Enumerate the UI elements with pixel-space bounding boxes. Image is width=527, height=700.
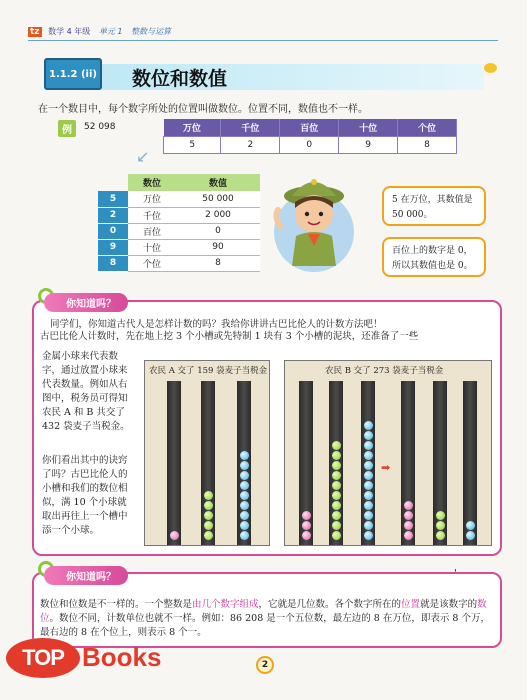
table-row: [98, 239, 260, 255]
ball: [404, 511, 413, 520]
value-cell: 0: [176, 223, 260, 239]
ball: [332, 481, 341, 490]
abacus-panel-a: [144, 360, 270, 546]
watermark-top: TOP: [6, 638, 80, 678]
digit-cell: 9: [339, 136, 398, 153]
right-arrow-icon: ➡: [381, 461, 391, 474]
ball: [332, 441, 341, 450]
ball: [332, 511, 341, 520]
digit-cell: 0: [280, 136, 339, 153]
digit-cell: 8: [98, 255, 128, 271]
value-cell: 90: [176, 239, 260, 255]
ball: [466, 531, 475, 540]
did-you-know-tag: 你知道吗？: [44, 293, 128, 312]
digit-cell: 2: [221, 136, 280, 153]
ball: [466, 521, 475, 530]
curved-arrow-icon: ↙: [136, 147, 150, 166]
table-row: [98, 207, 260, 223]
ball-tens: [204, 501, 213, 510]
highlight: 数位: [40, 599, 487, 624]
ball: [302, 521, 311, 530]
col-header: 数位: [128, 174, 176, 191]
col-header: 个位: [398, 119, 457, 136]
ball: [364, 511, 373, 520]
ball: [332, 491, 341, 500]
know-paragraph-1: 同学们，你知道古代人是怎样计数的吗？我给你讲讲古巴比伦人的计数方法吧！: [50, 319, 383, 330]
grade-label: 数学 4 年级: [48, 27, 91, 36]
ball-ones: [240, 471, 249, 480]
page-header: [28, 26, 498, 44]
ball: [364, 521, 373, 530]
speech-bubble: 百位上的数字是 0，所以其数值也是 0。: [382, 237, 486, 277]
ball-ones: [240, 531, 249, 540]
text: 就是该数字的: [420, 599, 478, 610]
section-code: 1.1.2 (ii): [44, 58, 102, 90]
digit-cell: 5: [98, 191, 128, 207]
ball-tens: [204, 521, 213, 530]
slot-group: [145, 381, 269, 545]
speech-bubble: 5 在万位，其数值是 50 000。: [382, 186, 486, 226]
value-cell: 50 000: [176, 191, 260, 207]
digit-cell: 9: [98, 239, 128, 255]
header-divider: [28, 40, 498, 41]
ball-ones: [240, 521, 249, 530]
table-row: [98, 191, 260, 207]
ball: [436, 531, 445, 540]
digit-cell: 2: [98, 207, 128, 223]
unit-label: 单元 1: [98, 27, 123, 36]
digit-cell: 8: [398, 136, 457, 153]
ball: [436, 511, 445, 520]
text: 。数位不同，计数单位也就不一样。例如：86 208 是一个五位数，最左边的 8 在万位，即表示 8 个万，最右边的 8 在个位上，则表示 8 个一。: [40, 613, 490, 638]
ball: [332, 471, 341, 480]
col-header: 百位: [280, 119, 339, 136]
watermark-books: Books: [82, 642, 162, 672]
blank-header: [98, 174, 128, 191]
slot-group: [285, 381, 491, 545]
highlight: 位置: [401, 599, 421, 610]
page-number: 2: [256, 656, 274, 674]
ball-ones: [240, 491, 249, 500]
ball: [364, 481, 373, 490]
digit-value-table: [98, 174, 260, 272]
decor-dot: [484, 63, 497, 73]
ball-tens: [204, 491, 213, 500]
intro-text: 在一个数目中，每个数字所处的位置叫做数位。位置不同，数值也不一样。: [38, 104, 368, 115]
place-cell: 万位: [128, 191, 176, 207]
example-badge: 例: [58, 120, 76, 137]
topic-label: 整数与运算: [131, 27, 172, 36]
ball: [364, 421, 373, 430]
know-left-text-1: 金属小球来代表数字，通过放置小球来代表数量。例如从右图中，税务员可得知农民 A 和 B 共交了 432 袋麦子当税金。: [42, 351, 130, 432]
ball-ones: [240, 461, 249, 470]
girl-scout-illustration: [268, 166, 354, 278]
value-cell: 8: [176, 255, 260, 271]
example-number: 52 098: [84, 122, 116, 132]
ball: [404, 521, 413, 530]
ball: [364, 471, 373, 480]
panel-a-caption: 农民 A 交了 159 袋麦子当税金: [149, 366, 268, 376]
place-cell: 百位: [128, 223, 176, 239]
ball-ones: [240, 501, 249, 510]
ball: [332, 521, 341, 530]
place-cell: 十位: [128, 239, 176, 255]
ball-hundreds: [170, 531, 179, 540]
col-header: 十位: [339, 119, 398, 136]
page-title: 数位和数值: [132, 68, 228, 90]
col-header: 万位: [164, 119, 221, 136]
panel-b-caption: 农民 B 交了 273 袋麦子当税金: [325, 366, 444, 376]
col-header: 千位: [221, 119, 280, 136]
ball: [302, 531, 311, 540]
know-paragraph-2: 古巴比伦人计数时，先在地上挖 3 个小槽或先特制 1 块有 3 个小槽的泥块，还准备了一些: [40, 331, 419, 342]
place-cell: 千位: [128, 207, 176, 223]
col-header: 数值: [176, 174, 260, 191]
know2-paragraph: [40, 598, 496, 640]
value-cell: 2 000: [176, 207, 260, 223]
ball: [364, 461, 373, 470]
ball: [404, 531, 413, 540]
ball: [404, 501, 413, 510]
abacus-panel-b: [284, 360, 492, 546]
did-you-know-tag: 你知道吗？: [44, 566, 128, 585]
ball-tens: [204, 531, 213, 540]
topbooks-watermark: [6, 638, 196, 684]
text: 数位和位数是不一样的。一个整数是: [40, 599, 193, 610]
text: ，它就是几位数。各个数字所在的: [258, 599, 402, 610]
ball: [332, 501, 341, 510]
ball-ones: [240, 481, 249, 490]
highlight: 由几个数字组成: [192, 599, 259, 610]
ball: [332, 451, 341, 460]
ball: [332, 461, 341, 470]
place-cell: 个位: [128, 255, 176, 271]
digit-cell: 5: [164, 136, 221, 153]
place-value-table: [163, 119, 457, 154]
ball-ones: [240, 451, 249, 460]
ball: [302, 511, 311, 520]
ball: [332, 531, 341, 540]
slot: [167, 381, 181, 545]
ball-ones: [240, 511, 249, 520]
ball: [364, 451, 373, 460]
know-left-text-2: 你们看出其中的诀窍了吗？古巴比伦人的小槽和我们的数位相似，满 10 个小球就取出再往上一个槽中添一个小球。: [42, 455, 128, 536]
section-title-bar: [44, 58, 494, 94]
stray-mark: ': [454, 568, 457, 579]
ball: [364, 501, 373, 510]
ball-tens: [204, 511, 213, 520]
digit-cell: 0: [98, 223, 128, 239]
ball: [364, 441, 373, 450]
table-row: [98, 223, 260, 239]
ball: [364, 531, 373, 540]
ball: [364, 491, 373, 500]
ball: [364, 431, 373, 440]
table-row: [98, 255, 260, 271]
publisher-logo: tz: [30, 27, 40, 37]
ball: [436, 521, 445, 530]
